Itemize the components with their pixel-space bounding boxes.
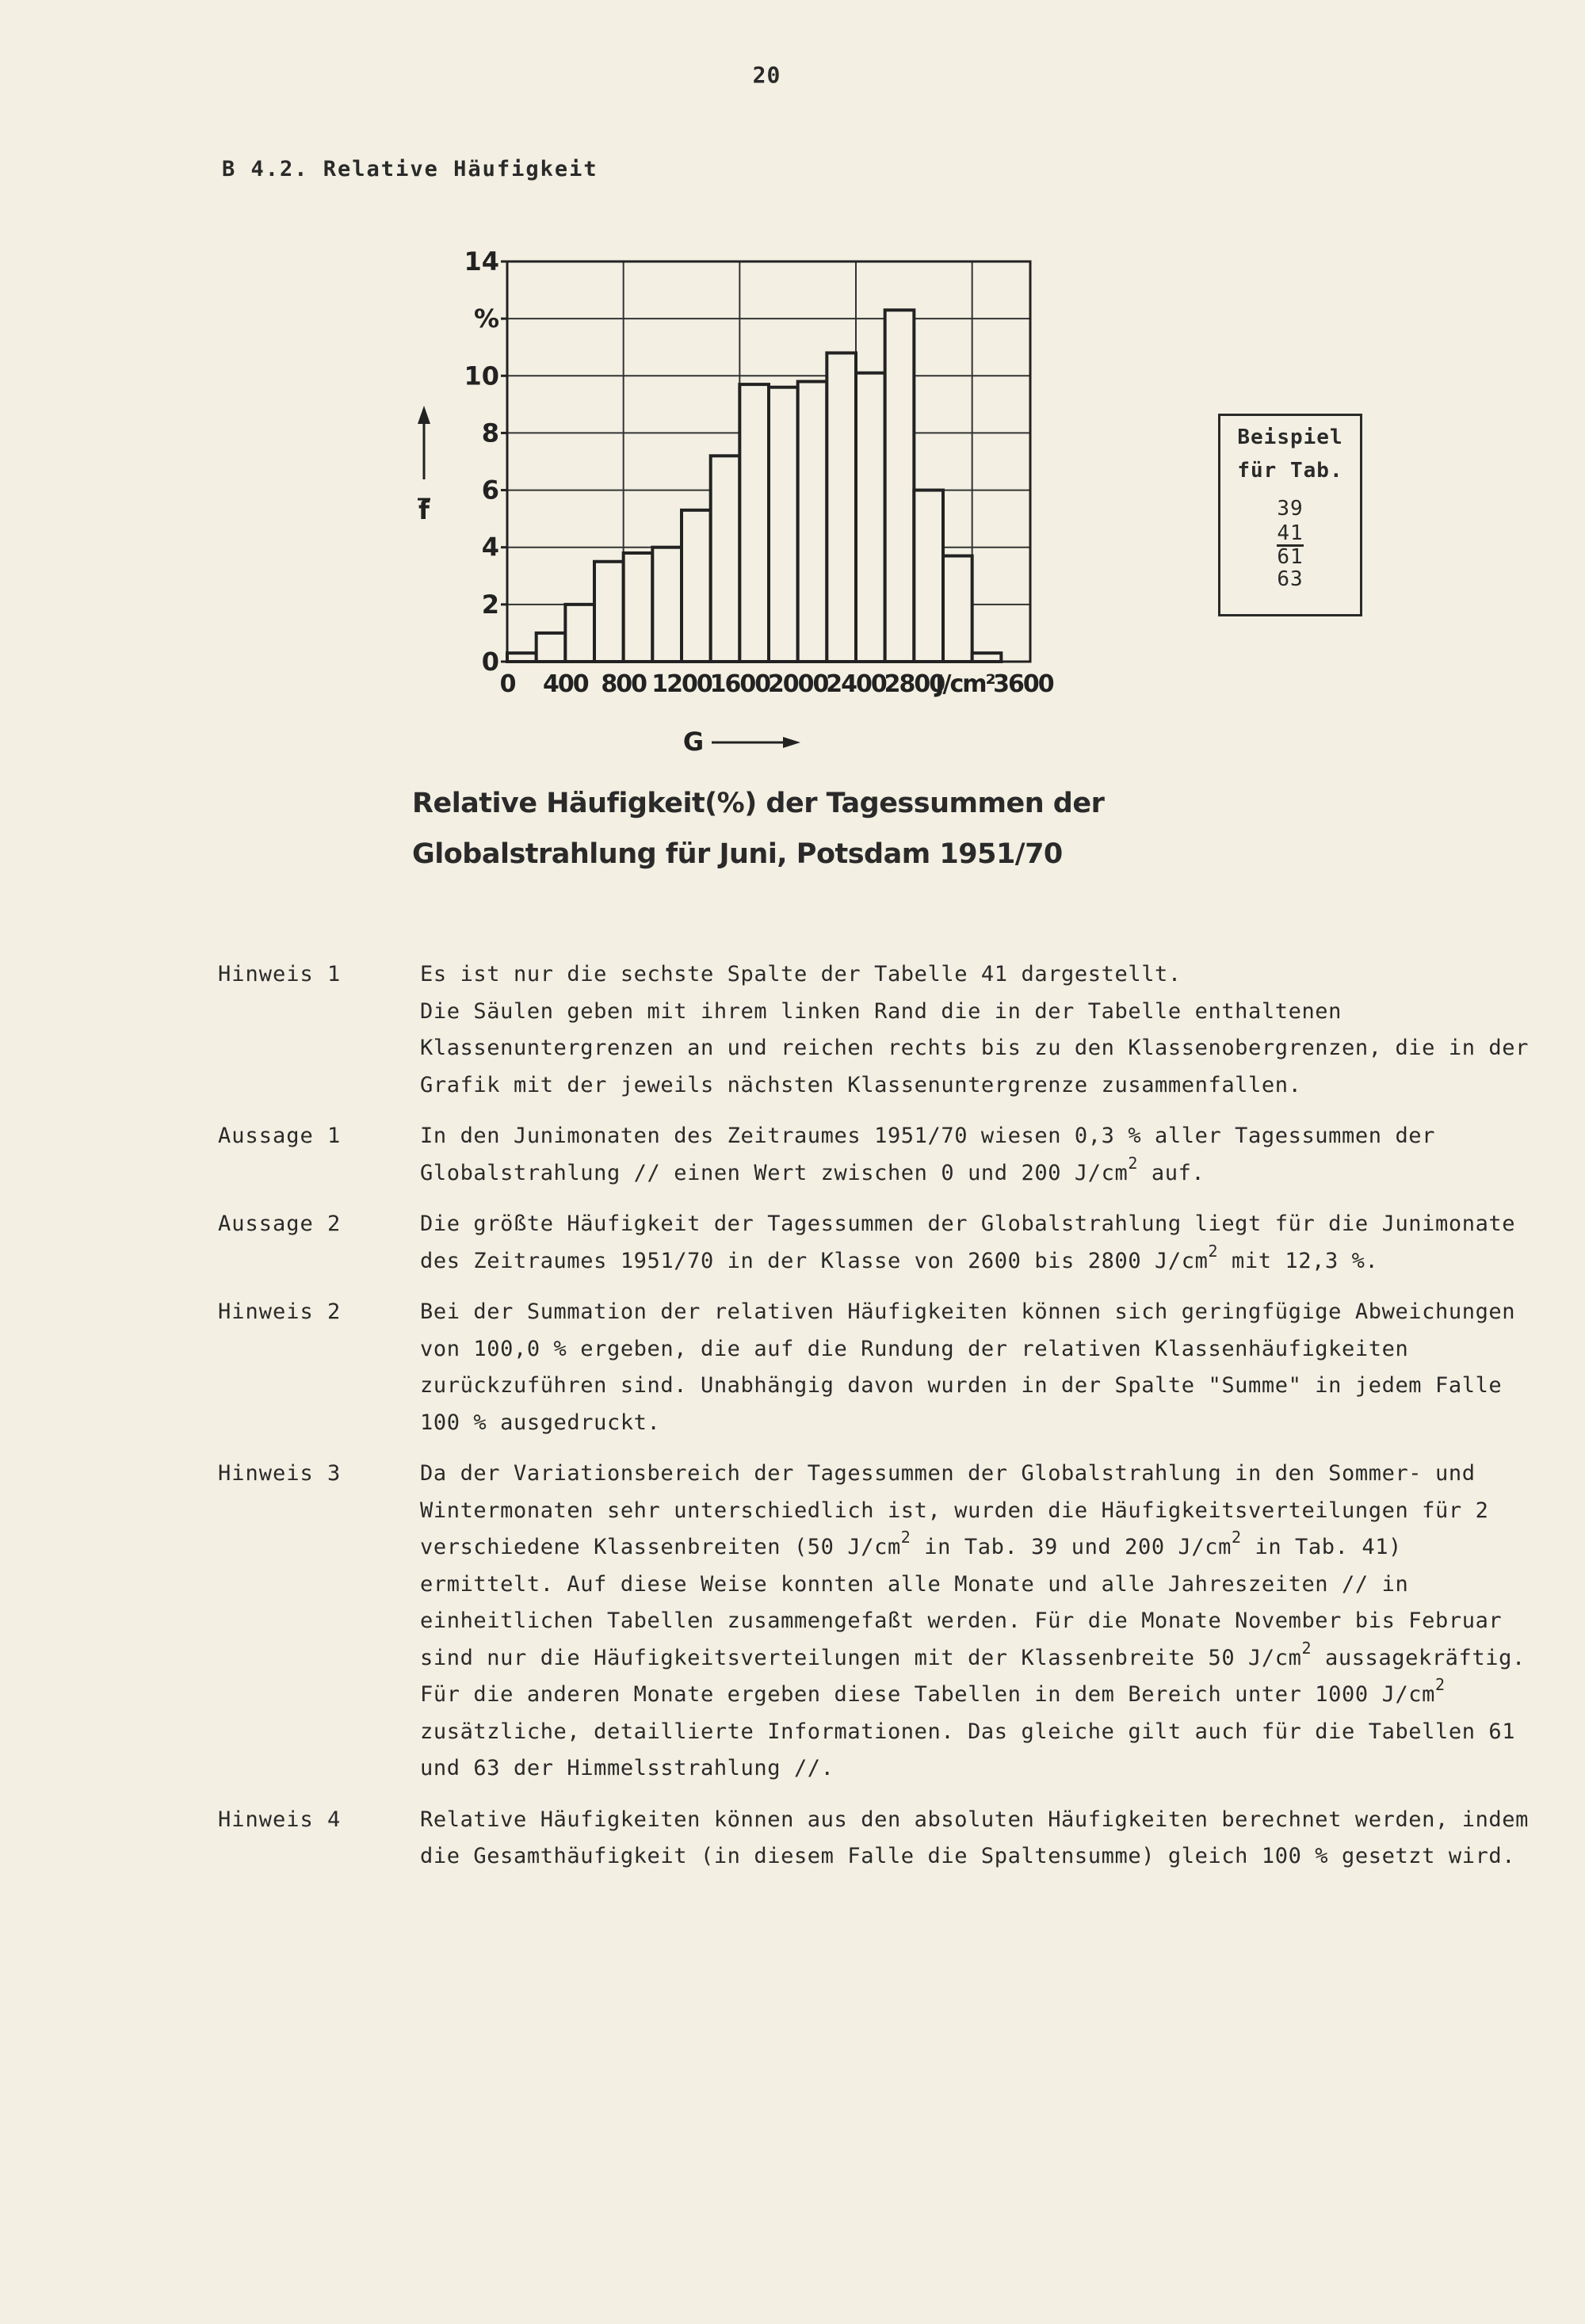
histogram-svg	[396, 230, 1110, 769]
superscript: 2	[1435, 1675, 1446, 1694]
note-label: Hinweis 3	[218, 1461, 342, 1486]
y-tick-label: 2	[481, 589, 499, 620]
x-tick-label: 2000	[767, 670, 828, 698]
histogram-bar	[565, 605, 594, 662]
page-number: 20	[752, 62, 781, 88]
note-item	[218, 1294, 1533, 1441]
y-tick-label: 8	[481, 418, 499, 448]
superscript: 2	[900, 1528, 911, 1547]
example-label-tab: für Tab.	[1237, 459, 1343, 483]
histogram-bar	[682, 510, 711, 662]
histogram-bar	[914, 490, 943, 662]
note-item	[218, 1206, 1533, 1280]
note-label: Hinweis 2	[218, 1299, 342, 1324]
histogram-bar	[798, 382, 827, 662]
histogram-bar	[507, 653, 537, 662]
x-tick-label: J/cm²	[935, 670, 995, 698]
histogram-bar	[711, 456, 740, 662]
histogram-bar	[652, 548, 682, 662]
note-text: Die größte Häufigkeit der Tagessummen der Globalstrahlung liegt für die Junimonate des Zeitraumes 1951/70 in der Klasse von 2600 bis 2800 $J/cm^2$ mit 12,3 %.	[420, 1212, 1529, 1273]
example-table: 39	[1277, 497, 1304, 521]
example-table-list	[1220, 497, 1360, 592]
superscript: 2	[1128, 1153, 1138, 1173]
note-item	[218, 1802, 1542, 1876]
histogram-bar	[885, 310, 915, 662]
note-text: Bei der Summation der relativen Häufigkeiten können sich geringfügige Abweichungen von 100,0 % ergeben, die auf die Rundung der relativen Klassenhäufigkeiten zurückzuführen sind. Unabhängig davon wurden in der Spalte "Summe" in jedem Falle 100 % ausgedruckt.	[420, 1299, 1529, 1435]
y-axis-label: f	[418, 495, 430, 525]
histogram-bar	[537, 633, 566, 662]
caption-line-1: Relative Häufigkeit(%) der Tagessummen der	[412, 788, 1105, 819]
note-label: Aussage 2	[218, 1212, 342, 1236]
x-tick-label: 1600	[709, 670, 770, 698]
histogram-bar	[856, 373, 885, 662]
histogram-chart	[396, 230, 1110, 772]
x-tick-label: 1200	[651, 670, 712, 698]
x-tick-label: 800	[601, 670, 646, 698]
histogram-bar	[739, 384, 769, 662]
note-item	[218, 1456, 1539, 1788]
histogram-bar	[827, 353, 856, 662]
notes-list	[218, 956, 1542, 1890]
superscript: 2	[1301, 1638, 1312, 1658]
caption-line-2: Globalstrahlung für Juni, Potsdam 1951/70	[412, 838, 1063, 870]
note-text: Da der Variationsbereich der Tagessummen der Globalstrahlung in den Sommer- und Wintermonaten sehr unterschiedlich ist, wurden die Häufigkeitsverteilungen für 2 verschiedene Klassenbreiten (50 $J/cm^2$ in Tab. 39 und 200 $J/cm^2$ in Tab. 41) ermittelt. Auf diese Weise konnten alle Monate und alle Jahreszeiten // in einheitlichen Tabellen zusammengefaßt werden. Für die Monate November bis Februar sind nur die Häufigkeitsverteilungen mit der Klassenbreite 50 $J/cm^2$ aussagekräftig. Für die anderen Monate ergeben diese Tabellen in dem Bereich unter 1000 $J/cm^2$ zusätzliche, detaillierte Informationen. Das gleiche gilt auch für die Tabellen 61 und 63 der Himmelsstrahlung //.	[420, 1461, 1539, 1780]
section-title: B 4.2. Relative Häufigkeit	[222, 157, 598, 181]
note-text: In den Junimonaten des Zeitraumes 1951/70 wiesen 0,3 % aller Tagessummen der Globalstrahlung // einen Wert zwischen 0 und 200 $J/cm^2$ auf.	[420, 1124, 1449, 1185]
histogram-bar	[624, 553, 653, 662]
example-box	[1218, 414, 1362, 616]
x-tick-label: 3600	[993, 670, 1053, 698]
note-label: Hinweis 4	[218, 1807, 342, 1832]
x-tick-label: 400	[543, 670, 588, 698]
example-label: Beispiel	[1237, 425, 1343, 449]
y-tick-label: 4	[481, 532, 499, 563]
x-tick-label: 2800	[884, 670, 945, 698]
y-tick-label: 0	[481, 647, 499, 677]
x-tick-label: 0	[499, 670, 515, 698]
superscript: 2	[1208, 1241, 1219, 1261]
y-tick-label: 6	[481, 475, 499, 506]
y-axis-arrowhead	[418, 406, 430, 424]
x-axis-label: G	[682, 727, 705, 757]
y-tick-label: 14	[464, 246, 499, 277]
example-table: 61	[1277, 545, 1304, 569]
superscript: 2	[1231, 1528, 1242, 1547]
example-table: 41	[1277, 521, 1304, 545]
note-label: Aussage 1	[218, 1124, 342, 1148]
x-tick-label: 2400	[826, 670, 886, 698]
chart-caption	[412, 778, 1104, 880]
note-label: Hinweis 1	[218, 962, 342, 986]
histogram-bar	[594, 562, 624, 662]
note-text: Relative Häufigkeiten können aus den absoluten Häufigkeiten berechnet werden, indem die Gesamthäufigkeit (in diesem Falle die Spaltensumme) gleich 100 % gesetzt wird.	[420, 1807, 1542, 1868]
note-item	[218, 1118, 1533, 1192]
y-tick-label: 10	[464, 361, 499, 391]
histogram-bar	[972, 653, 1002, 662]
y-tick-label: %	[473, 303, 499, 334]
example-table: 63	[1277, 567, 1304, 591]
histogram-bar	[769, 387, 798, 662]
note-item	[218, 956, 1533, 1104]
note-text: Es ist nur die sechste Spalte der Tabelle 41 dargestellt. Die Säulen geben mit ihrem linken Rand die in der Tabelle enthaltenen Klassenuntergrenzen an und reichen rechts bis zu den Klassenobergrenzen, die in der Grafik mit der jeweils nächsten Klassenuntergrenze zusammenfallen.	[420, 962, 1529, 1097]
x-axis-arrowhead	[783, 737, 800, 748]
histogram-bar	[943, 556, 972, 662]
